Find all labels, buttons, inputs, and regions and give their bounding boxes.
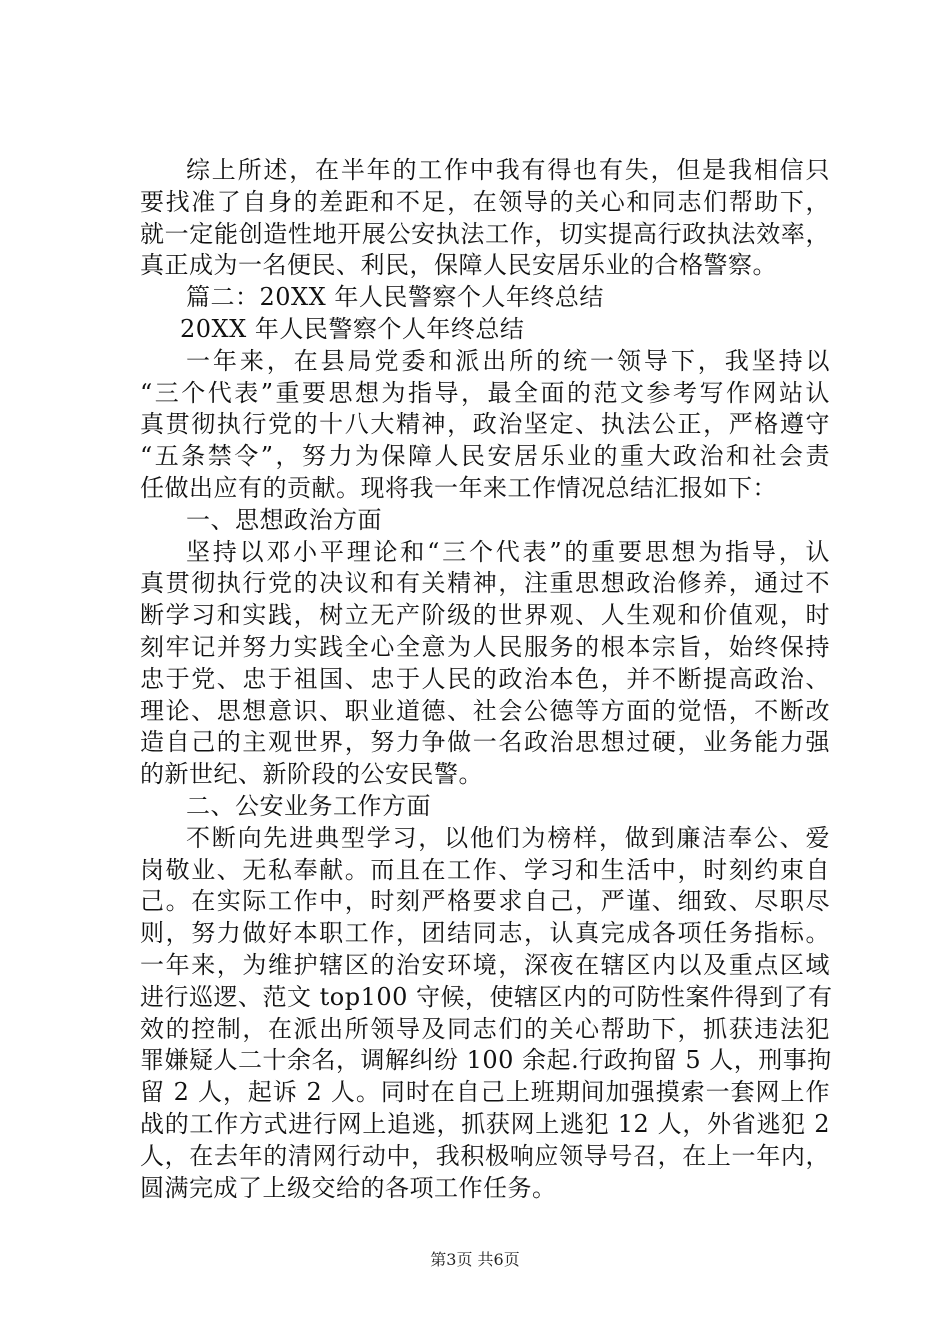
text-line: 忠于党、忠于祖国、忠于人民的政治本色，并不断提高政治、 (140, 664, 830, 693)
text-line: 不断向先进典型学习，以他们为榜样，做到廉洁奉公、爱 (186, 823, 830, 852)
text-line: 真正成为一名便民、利民，保障人民安居乐业的合格警察。 (140, 251, 777, 280)
text-line: 圆满完成了上级交给的各项工作任务。 (140, 1173, 557, 1202)
text-line: 一年来，为维护辖区的治安环境，深夜在辖区内以及重点区域 (140, 950, 830, 979)
text-line: 真贯彻执行党的决议和有关精神，注重思想政治修养，通过不 (140, 569, 830, 598)
article-title: 20XX 年人民警察个人年终总结 (180, 314, 525, 343)
text-line: 要找准了自身的差距和不足，在领导的关心和同志们帮助下， (140, 187, 830, 216)
text-line: 综上所述，在半年的工作中我有得也有失，但是我相信只 (186, 156, 830, 184)
text-line: 断学习和实践，树立无产阶级的世界观、人生观和价值观，时 (140, 601, 830, 630)
section-title: 篇二：20XX 年人民警察个人年终总结 (186, 283, 604, 312)
text-line: 造自己的主观世界，努力争做一名政治思想过硬，业务能力强 (140, 728, 830, 757)
text-line: 一年来，在县局党委和派出所的统一领导下，我坚持以 (186, 346, 830, 375)
text-line: 效的控制，在派出所领导及同志们的关心帮助下，抓获违法犯 (140, 1014, 830, 1043)
text-line: 战的工作方式进行网上追逃，抓获网上逃犯 12 人，外省逃犯 2 (140, 1109, 830, 1138)
text-line: 进行巡逻、范文 top100 守候，使辖区内的可防性案件得到了有 (140, 982, 833, 1011)
text-line: 刻牢记并努力实践全心全意为人民服务的根本宗旨，始终保持 (140, 632, 830, 661)
text-line: 任做出应有的贡献。现将我一年来工作情况总结汇报如下： (140, 473, 777, 502)
text-line: 就一定能创造性地开展公安执法工作，切实提高行政执法效率， (140, 219, 830, 248)
text-line: 岗敬业、无私奉献。而且在工作、学习和生活中，时刻约束自 (140, 855, 830, 884)
text-line: 理论、思想意识、职业道德、社会公德等方面的觉悟，不断改 (140, 696, 830, 725)
page-number-footer: 第3页 共6页 (430, 1250, 520, 1269)
section-heading: 一、思想政治方面 (186, 505, 382, 534)
text-line: “五条禁令”，努力为保障人民安居乐业的重大政治和社会责 (140, 442, 830, 471)
text-line: 留 2 人，起诉 2 人。同时在自己上班期间加强摸索一套网上作 (140, 1078, 830, 1107)
section-heading: 二、公安业务工作方面 (186, 791, 431, 820)
text-line: 坚持以邓小平理论和“三个代表”的重要思想为指导，认 (186, 537, 830, 566)
text-line: “三个代表”重要思想为指导，最全面的范文参考写作网站认 (140, 378, 830, 407)
document-body (140, 155, 833, 1204)
text-line: 则，努力做好本职工作，团结同志，认真完成各项任务指标。 (140, 919, 830, 948)
text-line: 人，在去年的清网行动中，我积极响应领导号召，在上一年内， (140, 1141, 830, 1170)
text-line: 己。在实际工作中，时刻严格要求自己，严谨、细致、尽职尽 (140, 887, 830, 916)
text-line: 的新世纪、新阶段的公安民警。 (140, 760, 483, 789)
text-line: 真贯彻执行党的十八大精神，政治坚定、执法公正，严格遵守 (140, 410, 830, 439)
text-line: 罪嫌疑人二十余名，调解纠纷 100 余起.行政拘留 5 人，刑事拘 (140, 1046, 832, 1075)
